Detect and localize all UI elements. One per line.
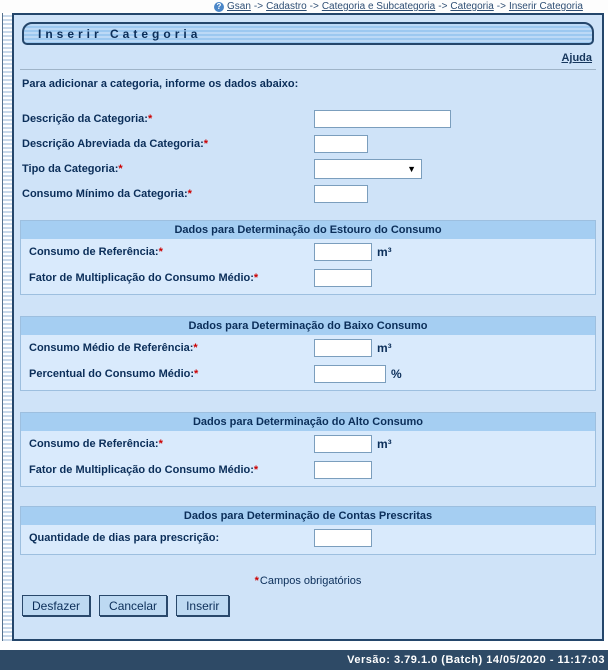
required-asterisk: *	[203, 137, 209, 150]
alto-fator-multiplicacao-input[interactable]	[314, 461, 372, 479]
section-contas-prescritas	[20, 506, 596, 555]
section-baixo-consumo	[20, 316, 596, 391]
page-title: Inserir Categoria	[38, 26, 202, 41]
help-row	[20, 45, 596, 67]
help-icon[interactable]: ?	[214, 2, 224, 12]
estouro-consumo-referencia-input[interactable]	[314, 243, 372, 261]
field-row-tipo-categoria	[20, 156, 596, 181]
intro-text: Para adicionar a categoria, informe os dados abaixo:	[22, 78, 299, 90]
section-row	[21, 361, 595, 387]
tipo-categoria-select[interactable]	[314, 159, 422, 179]
divider	[20, 69, 596, 70]
field-label: Descrição da Categoria:*	[22, 112, 153, 125]
breadcrumb-link-categoria[interactable]: Categoria	[450, 1, 494, 12]
cancelar-button[interactable]: Cancelar	[99, 595, 167, 616]
required-asterisk: *	[193, 342, 198, 354]
field-label: Fator de Multiplicação do Consumo Médio:*	[29, 464, 259, 476]
top-bar	[0, 0, 608, 13]
section-row	[21, 239, 595, 265]
field-label: Consumo de Referência:*	[29, 438, 163, 450]
breadcrumb-separator: ->	[496, 1, 506, 12]
field-label: Percentual do Consumo Médio:*	[29, 368, 199, 380]
main-panel	[12, 13, 604, 641]
breadcrumb-link-gsan[interactable]: Gsan	[227, 1, 251, 12]
unit-m3: m³	[377, 437, 392, 451]
section-row	[21, 265, 595, 291]
required-asterisk: *	[194, 368, 199, 380]
section-title: Dados para Determinação do Estouro do Consumo	[21, 221, 595, 239]
breadcrumb-separator: ->	[253, 1, 264, 12]
field-label: Fator de Multiplicação do Consumo Médio:*	[29, 272, 259, 284]
inserir-button[interactable]: Inserir	[176, 595, 229, 616]
desfazer-button[interactable]: Desfazer	[22, 595, 90, 616]
breadcrumb-link-cadastro[interactable]: Cadastro	[266, 1, 307, 12]
descricao-categoria-input[interactable]	[314, 110, 451, 128]
dias-prescricao-input[interactable]	[314, 529, 372, 547]
breadcrumb-separator: ->	[438, 1, 448, 12]
breadcrumb-link-categoria-subcategoria[interactable]: Categoria e Subcategoria	[321, 1, 436, 12]
required-asterisk: *	[253, 464, 259, 476]
field-label: Quantidade de dias para prescrição:	[29, 532, 220, 544]
estouro-fator-multiplicacao-input[interactable]	[314, 269, 372, 287]
consumo-minimo-input[interactable]	[314, 185, 368, 203]
unit-m3: m³	[377, 245, 392, 259]
field-label: Consumo Mínimo da Categoria:*	[22, 187, 192, 200]
section-alto-consumo	[20, 412, 596, 487]
field-label: Tipo da Categoria:*	[22, 162, 123, 175]
baixo-percentual-consumo-medio-input[interactable]	[314, 365, 386, 383]
breadcrumb	[214, 1, 583, 12]
alto-consumo-referencia-input[interactable]	[314, 435, 372, 453]
section-estouro-consumo	[20, 220, 596, 295]
descricao-abreviada-input[interactable]	[314, 135, 368, 153]
baixo-consumo-medio-referencia-input[interactable]	[314, 339, 372, 357]
version-text: Versão: 3.79.1.0 (Batch) 14/05/2020 - 11:17:03	[347, 654, 605, 666]
required-asterisk: *	[187, 187, 192, 200]
unit-percent: %	[391, 367, 402, 381]
field-label: Consumo de Referência:*	[29, 246, 163, 258]
field-label: Consumo Médio de Referência:*	[29, 342, 198, 354]
required-fields-note: *Campos obrigatórios	[254, 575, 362, 587]
section-title: Dados para Determinação do Alto Consumo	[21, 413, 595, 431]
unit-m3: m³	[377, 341, 392, 355]
top-fields	[20, 106, 596, 206]
page-title-bar	[22, 22, 594, 45]
required-asterisk: *	[147, 112, 153, 125]
section-row	[21, 525, 595, 551]
required-asterisk: *	[158, 246, 163, 258]
field-row-descricao-abreviada	[20, 131, 596, 156]
section-row	[21, 457, 595, 483]
button-bar	[20, 595, 596, 616]
section-title: Dados para Determinação de Contas Prescritas	[21, 507, 595, 525]
required-asterisk: *	[118, 162, 123, 175]
breadcrumb-separator: ->	[309, 1, 319, 12]
field-label: Descrição Abreviada da Categoria:*	[22, 137, 209, 150]
field-row-descricao	[20, 106, 596, 131]
required-asterisk: *	[254, 575, 259, 587]
breadcrumb-link-inserir-categoria[interactable]: Inserir Categoria	[508, 1, 583, 12]
chevron-down-icon: ▼	[407, 163, 416, 174]
field-row-consumo-minimo	[20, 181, 596, 206]
required-asterisk: *	[253, 272, 259, 284]
section-title: Dados para Determinação do Baixo Consumo	[21, 317, 595, 335]
footer-bar	[0, 650, 608, 670]
left-decorative-border	[2, 13, 12, 641]
section-row	[21, 431, 595, 457]
required-asterisk: *	[158, 438, 163, 450]
ajuda-link[interactable]: Ajuda	[561, 52, 592, 64]
section-row	[21, 335, 595, 361]
